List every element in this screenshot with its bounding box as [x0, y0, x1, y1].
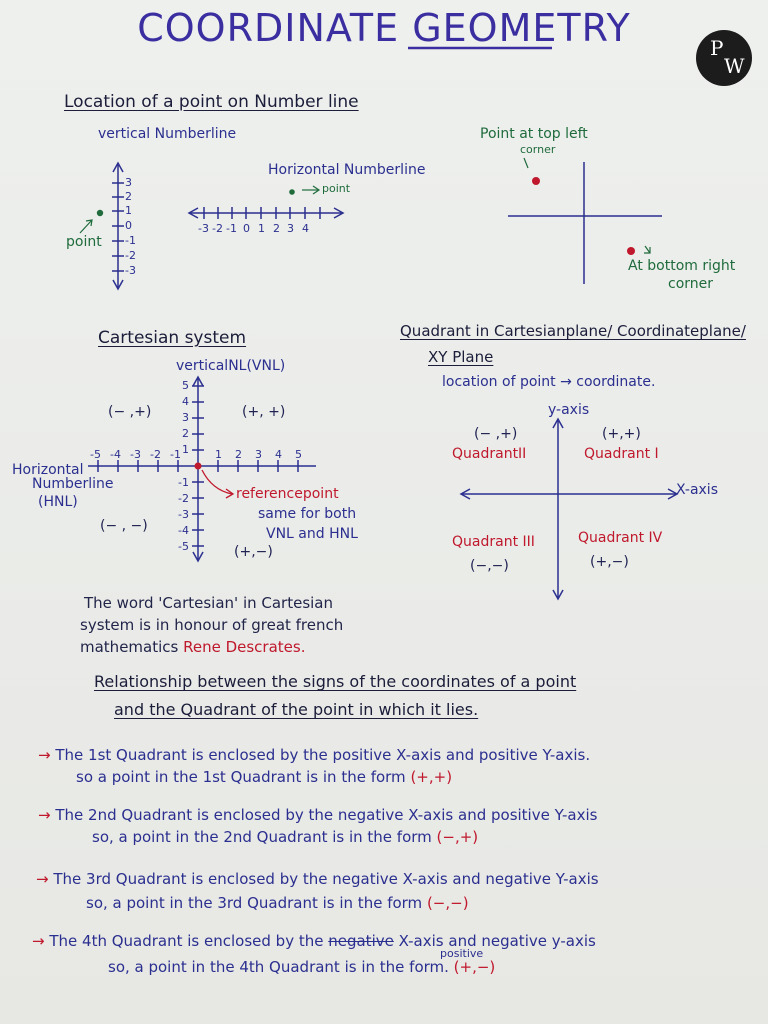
relationship-item-3 [36, 870, 599, 888]
xtick-4: 4 [275, 448, 282, 461]
htick-neg1: -1 [226, 222, 237, 235]
page-title: COORDINATE GEOMETRY [137, 6, 631, 50]
reference-note-2: VNL and HNL [266, 526, 358, 542]
top-left-label-corner: corner [520, 143, 556, 156]
item-4-line-2: so, a point in the 4th Quadrant is in the form. [108, 958, 454, 976]
reference-point-label: referencepoint [236, 486, 339, 502]
item-4-line-1a: The 4th Quadrant is enclosed by the [49, 932, 329, 950]
ytick-neg2: -2 [178, 492, 189, 505]
bottom-right-label-corner: corner [668, 276, 714, 292]
xtick-5: 5 [295, 448, 302, 461]
hnl-label-3: (HNL) [38, 494, 78, 510]
relationship-heading-2: and the Quadrant of the point in which it lies. [114, 700, 479, 719]
xtick-neg3: -3 [130, 448, 141, 461]
ytick-1: 1 [182, 443, 189, 456]
horizontal-point-label: point [322, 182, 351, 195]
xtick-neg4: -4 [110, 448, 121, 461]
xtick-3: 3 [255, 448, 262, 461]
logo-letter-p: P [710, 36, 724, 60]
arrow-icon: → [38, 806, 51, 824]
xtick-neg1: -1 [170, 448, 181, 461]
quadrant-4-name: Quadrant IV [578, 530, 663, 546]
item-4-form: (+,−) [453, 958, 496, 976]
rene-descartes: Rene Descrates. [183, 638, 306, 656]
ytick-2: 2 [182, 427, 189, 440]
xtick-2: 2 [235, 448, 242, 461]
note-line-3 [80, 638, 305, 656]
ytick-neg5: -5 [178, 540, 189, 553]
ytick-3: 3 [182, 411, 189, 424]
item-4-line-1b: X-axis and negative y-axis [393, 932, 596, 950]
item-2-form: (−,+) [436, 828, 479, 846]
quadrant-2-name: QuadrantII [452, 446, 527, 462]
vtick-0: 0 [125, 219, 132, 232]
cartesian-q1-sign: (+, +) [242, 404, 286, 420]
htick-3: 3 [287, 222, 294, 235]
htick-0: 0 [243, 222, 250, 235]
ytick-5: 5 [182, 379, 189, 392]
note-line-1: The word 'Cartesian' in Cartesian [84, 594, 334, 612]
arrow-icon: → [36, 870, 49, 888]
relationship-item-2-form [92, 828, 478, 846]
quadrant-2-sign: (− ,+) [474, 426, 518, 442]
numberline-heading: Location of a point on Number line [64, 92, 359, 112]
htick-neg3: -3 [198, 222, 209, 235]
relationship-heading-1: Relationship between the signs of the coordinates of a point [94, 672, 577, 691]
quadrant-4-sign: (+,−) [590, 554, 629, 570]
cartesian-q4-sign: (+,−) [234, 544, 273, 560]
xtick-1: 1 [215, 448, 222, 461]
relationship-item-4 [32, 932, 596, 950]
y-axis-label: y-axis [548, 402, 590, 418]
hnl-label-1: Horizontal [12, 462, 84, 478]
x-axis-label: X-axis [676, 482, 718, 498]
cartesian-q2-sign: (− ,+) [108, 404, 152, 420]
relationship-item-4-form [108, 958, 495, 976]
item-4-struck-word: negative [328, 932, 394, 950]
item-1-line-2: so a point in the 1st Quadrant is in the form [76, 768, 411, 786]
relationship-item-1-form [76, 768, 452, 786]
vnl-label: verticalNL(VNL) [176, 358, 286, 374]
location-text: location of point → coordinate. [442, 374, 656, 390]
vtick-neg1: -1 [125, 234, 136, 247]
ytick-4: 4 [182, 395, 189, 408]
item-2-line-1: The 2nd Quadrant is enclosed by the negative X-axis and positive Y-axis [55, 806, 598, 824]
quadrant-1-sign: (+,+) [602, 426, 641, 442]
hnl-label-2: Numberline [32, 476, 114, 492]
xtick-neg2: -2 [150, 448, 161, 461]
vtick-2: 2 [125, 190, 132, 203]
item-3-line-1: The 3rd Quadrant is enclosed by the negative X-axis and negative Y-axis [53, 870, 599, 888]
vtick-neg3: -3 [125, 264, 136, 277]
xtick-neg5: -5 [90, 448, 101, 461]
relationship-item-1 [38, 746, 590, 764]
item-3-line-2: so, a point in the 3rd Quadrant is in the form [86, 894, 427, 912]
arrow-icon: → [38, 746, 51, 764]
htick-1: 1 [258, 222, 265, 235]
note-line-2: system is in honour of great french [80, 616, 344, 634]
relationship-item-3-form [86, 894, 469, 912]
item-2-line-2: so, a point in the 2nd Quadrant is in the form [92, 828, 437, 846]
ytick-neg1: -1 [178, 476, 189, 489]
logo-letter-w: W [724, 54, 745, 78]
quadrant-3-name: Quadrant III [452, 534, 535, 550]
vertical-numberline-label: vertical Numberline [98, 126, 237, 142]
vtick-3: 3 [125, 176, 132, 189]
item-1-line-1: The 1st Quadrant is enclosed by the positive X-axis and positive Y-axis. [55, 746, 591, 764]
horizontal-numberline-label: Horizontal Numberline [268, 162, 426, 178]
quadrant-3-sign: (−,−) [470, 558, 509, 574]
quadrant-heading: Quadrant in Cartesianplane/ Coordinateplane/ [400, 322, 746, 340]
ytick-neg4: -4 [178, 524, 189, 537]
quadrant-heading-xy: XY Plane [428, 348, 494, 366]
bottom-right-label: At bottom right [628, 258, 736, 274]
vertical-point-label: point [66, 234, 102, 250]
htick-neg2: -2 [212, 222, 223, 235]
vtick-1: 1 [125, 204, 132, 217]
cartesian-q3-sign: (− , −) [100, 518, 148, 534]
ytick-neg3: -3 [178, 508, 189, 521]
note-prefix: mathematics [80, 638, 184, 656]
cartesian-heading: Cartesian system [98, 328, 247, 348]
item-4-correction: positive [440, 947, 484, 960]
vtick-neg2: -2 [125, 249, 136, 262]
htick-2: 2 [273, 222, 280, 235]
quadrant-1-name: Quadrant I [584, 446, 659, 462]
top-left-label: Point at top left [480, 126, 588, 142]
reference-note-1: same for both [258, 506, 357, 522]
arrow-icon: → [32, 932, 45, 950]
relationship-item-2 [38, 806, 597, 824]
item-3-form: (−,−) [426, 894, 469, 912]
item-1-form: (+,+) [410, 768, 453, 786]
htick-4: 4 [302, 222, 309, 235]
